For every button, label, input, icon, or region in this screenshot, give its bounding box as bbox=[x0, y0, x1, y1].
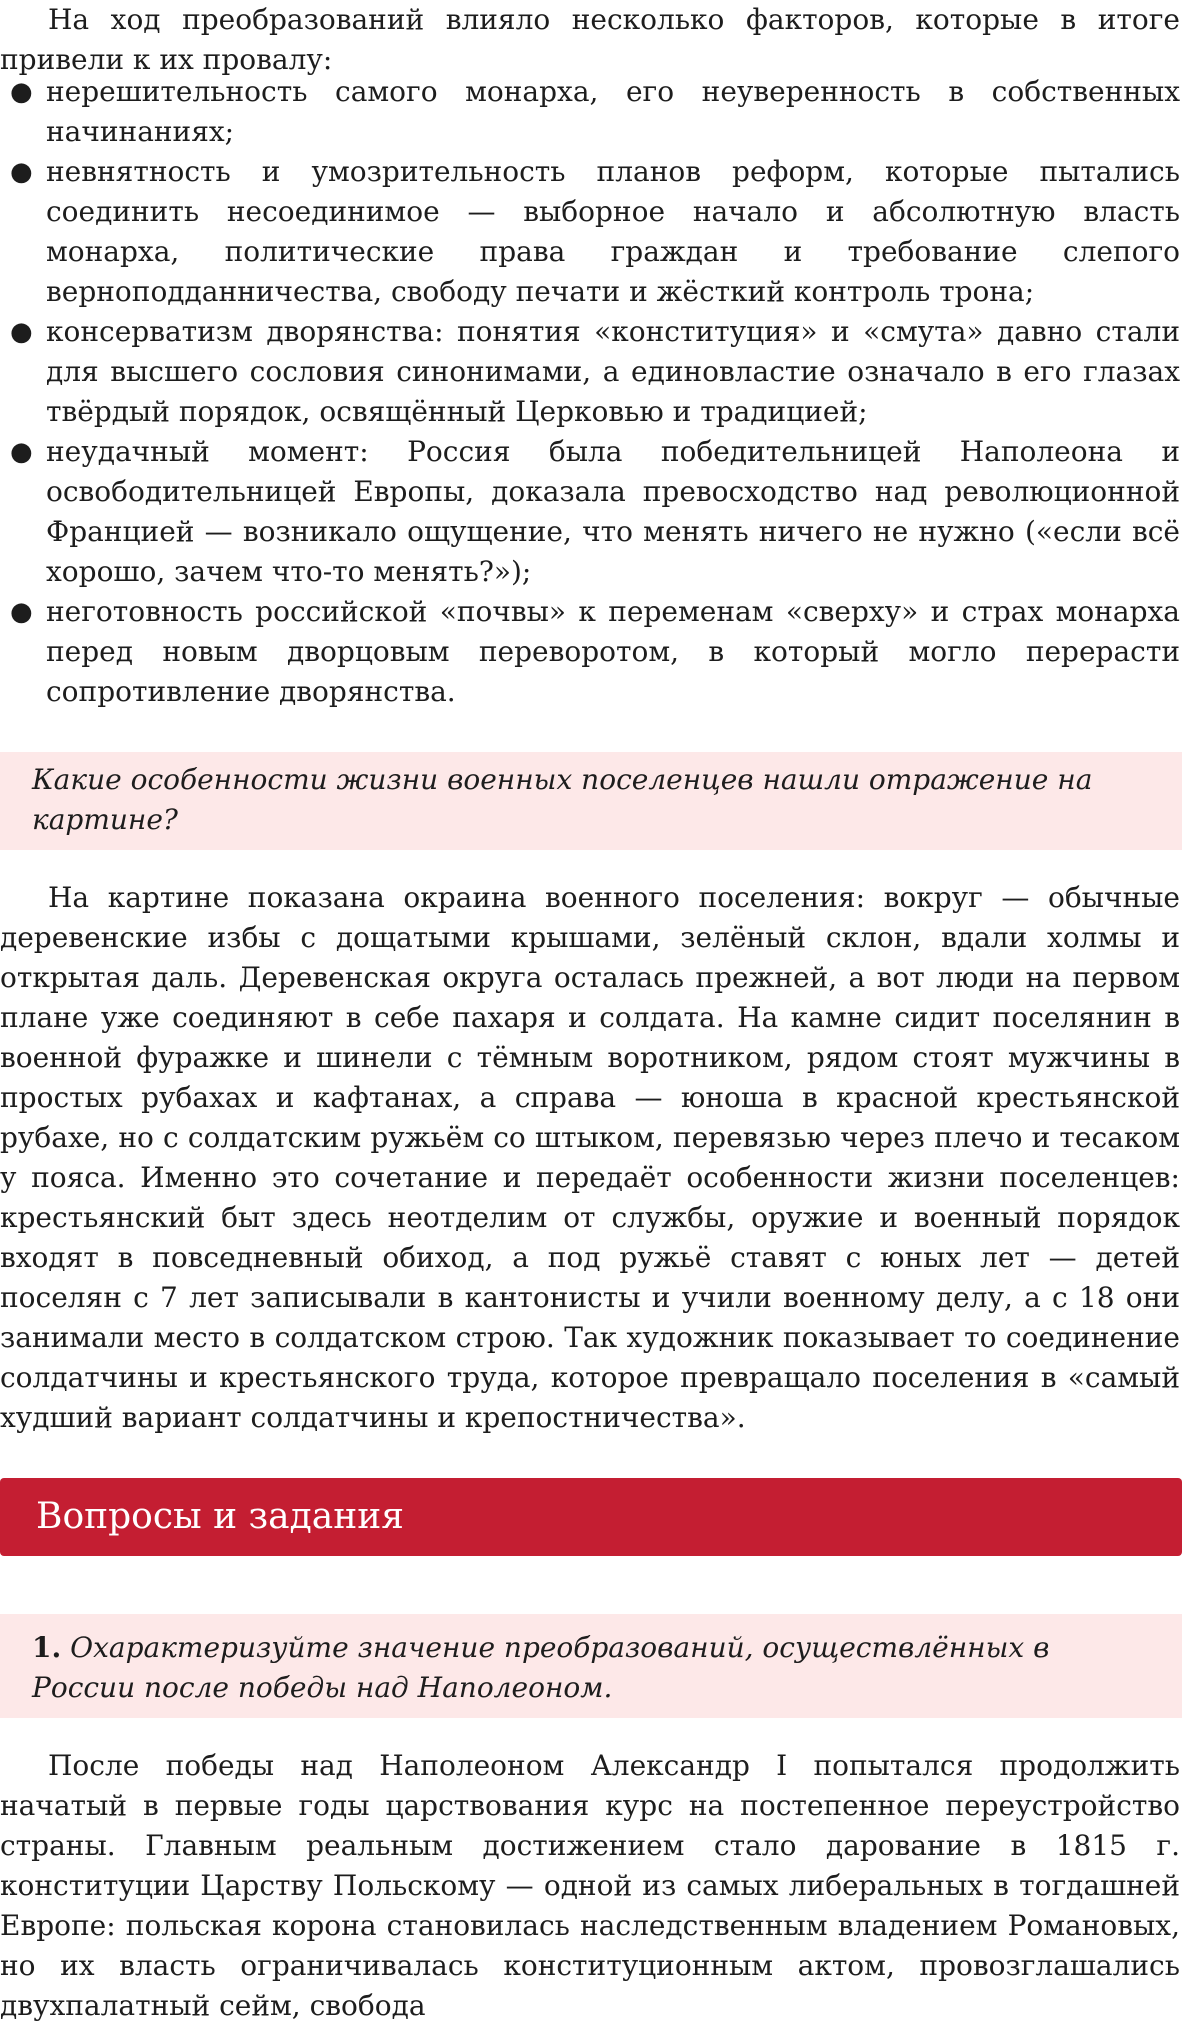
list-item bbox=[0, 152, 1180, 312]
answer-paragraph: После победы над Наполеоном Александр I попытался продолжить начатый в первые годы царствования курс на постепенное переустройство страны. Главным реальным достижением стало дарование в 1815 г. конституции Царству Польскому — одной из самых либеральных в тогдашней Европе: польская корона становилась наследственным владением Романовых, но их власть ограничивалась конституционным актом, провозглашались двухпалатный сейм, свобода bbox=[0, 1749, 1180, 2022]
task-number: 1. bbox=[32, 1631, 62, 1664]
question-box bbox=[0, 752, 1182, 850]
task-box bbox=[0, 1614, 1182, 1718]
list-item bbox=[0, 432, 1180, 592]
list-item bbox=[0, 72, 1180, 152]
list-item bbox=[0, 592, 1180, 712]
list-item-text: неудачный момент: Россия была победительницей Наполеона и освободительницей Европы, доказала превосходство над революционной Францией — возникало ощущение, что менять ничего не нужно («если всё хорошо, зачем что-то менять?»); bbox=[46, 435, 1180, 588]
list-item-text: невнятность и умозрительность планов реформ, которые пытались соединить несоединимое — выборное начало и абсолютную власть монарха, политические права граждан и требование слепого верноподданничества, свободу печати и жёсткий контроль трона; bbox=[46, 155, 1180, 308]
bullet-icon: ● bbox=[10, 77, 33, 107]
factor-list bbox=[0, 72, 1180, 712]
list-item bbox=[0, 312, 1180, 432]
bullet-icon: ● bbox=[10, 437, 33, 467]
task-text: Охарактеризуйте значение преобразований, осуществлённых в России после победы над Наполеоном. bbox=[32, 1631, 1050, 1704]
question-text: Какие особенности жизни военных поселенцев нашли отражение на картине? bbox=[32, 763, 1093, 836]
list-item-text: неготовность российской «почвы» к переменам «сверху» и страх монарха перед новым дворцовым переворотом, в который могло перерасти сопротивление дворянства. bbox=[46, 595, 1180, 708]
section-header bbox=[0, 1478, 1182, 1556]
bullet-icon: ● bbox=[10, 597, 33, 627]
intro-paragraph: На ход преобразований влияло несколько факторов, которые в итоге привели к их провалу: bbox=[0, 3, 1180, 76]
section-title: Вопросы и задания bbox=[36, 1496, 404, 1537]
bullet-icon: ● bbox=[10, 157, 33, 187]
answer-paragraph: На картине показана окраина военного поселения: вокруг — обычные деревенские избы с дощатыми крышами, зелёный склон, вдали холмы и открытая даль. Деревенская округа осталась прежней, а вот люди на первом плане уже соединяют в себе пахаря и солдата. На камне сидит поселянин в военной фуражке и шинели с тёмным воротником, рядом стоят мужчины в простых рубахах и кафтанах, а справа — юноша в красной крестьянской рубахе, но с солдатским ружьём со штыком, перевязью через плечо и тесаком у пояса. Именно это сочетание и передаёт особенности жизни поселенцев: крестьянский быт здесь неотделим от службы, оружие и военный порядок входят в повседневный обиход, а под ружьё ставят с юных лет — детей поселян с 7 лет записывали в кантонисты и учили военному делу, а с 18 они занимали место в солдатском строю. Так художник показывает то соединение солдатчины и крестьянского труда, которое превращало поселения в «самый худший вариант солдатчины и крепостничества». bbox=[0, 881, 1180, 1434]
list-item-text: консерватизм дворянства: понятия «конституция» и «смута» давно стали для высшего сословия синонимами, а единовластие означало в его глазах твёрдый порядок, освящённый Церковью и традицией; bbox=[46, 315, 1180, 428]
list-item-text: нерешительность самого монарха, его неуверенность в собственных начинаниях; bbox=[46, 75, 1180, 148]
bullet-icon: ● bbox=[10, 317, 33, 347]
